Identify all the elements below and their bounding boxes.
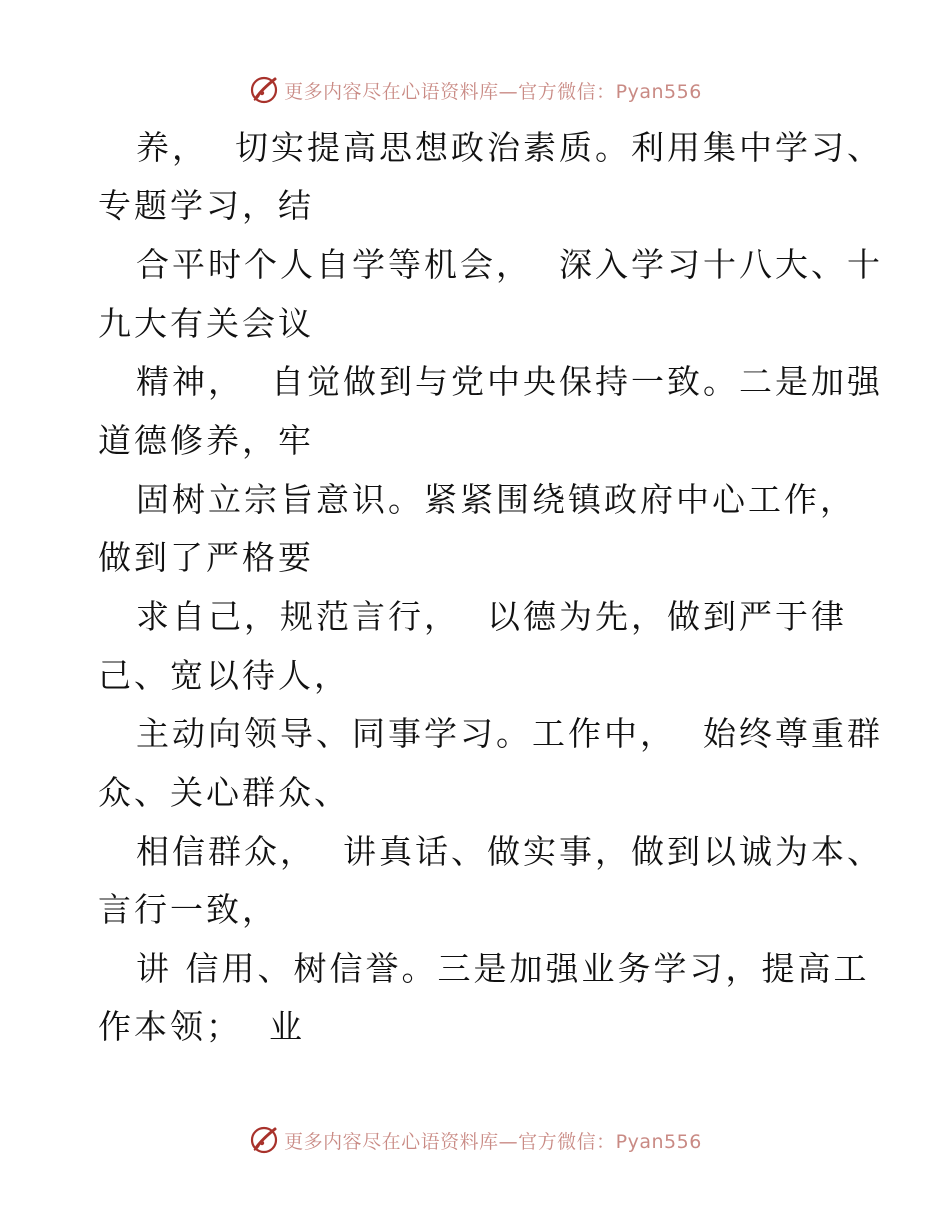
brush-circle-logo-icon <box>248 74 280 106</box>
text-line: 固树立宗旨意识。紧紧围绕镇政府中心工作， <box>136 480 856 519</box>
text-line: 主动向领导、同事学习。工作中， 始终尊重群 <box>136 714 883 753</box>
watermark-header <box>0 70 950 110</box>
text-line: 专题学习，结 <box>98 186 314 225</box>
text-line: 言行一致， <box>98 890 278 929</box>
watermark-footer <box>0 1120 950 1160</box>
text-line: 精神， 自觉做到与党中央保持一致。二是加强 <box>136 362 883 401</box>
text-line: 合平时个人自学等机会， 深入学习十八大、十 <box>136 245 883 284</box>
text-line: 做到了严格要 <box>98 538 314 577</box>
watermark-text: 更多内容尽在心语资料库—官方微信：Pyan556 <box>284 1130 702 1153</box>
text-line: 九大有关会议 <box>98 304 314 343</box>
text-line: 众、关心群众、 <box>98 773 350 812</box>
brush-circle-logo-icon <box>248 1124 280 1156</box>
text-line: 求自己，规范言行， 以德为先，做到严于律 <box>136 597 847 636</box>
text-line: 道德修养，牢 <box>98 421 314 460</box>
text-line: 养， 切实提高思想政治素质。利用集中学习、 <box>136 128 883 167</box>
text-line: 作本领； 业 <box>98 1007 305 1046</box>
text-line: 相信群众， 讲真话、做实事，做到以诚为本、 <box>136 832 883 871</box>
text-line: 己、宽以待人， <box>98 656 350 695</box>
watermark-text: 更多内容尽在心语资料库—官方微信：Pyan556 <box>284 80 702 103</box>
text-line: 讲 信用、树信誉。三是加强业务学习，提高工 <box>136 949 870 988</box>
